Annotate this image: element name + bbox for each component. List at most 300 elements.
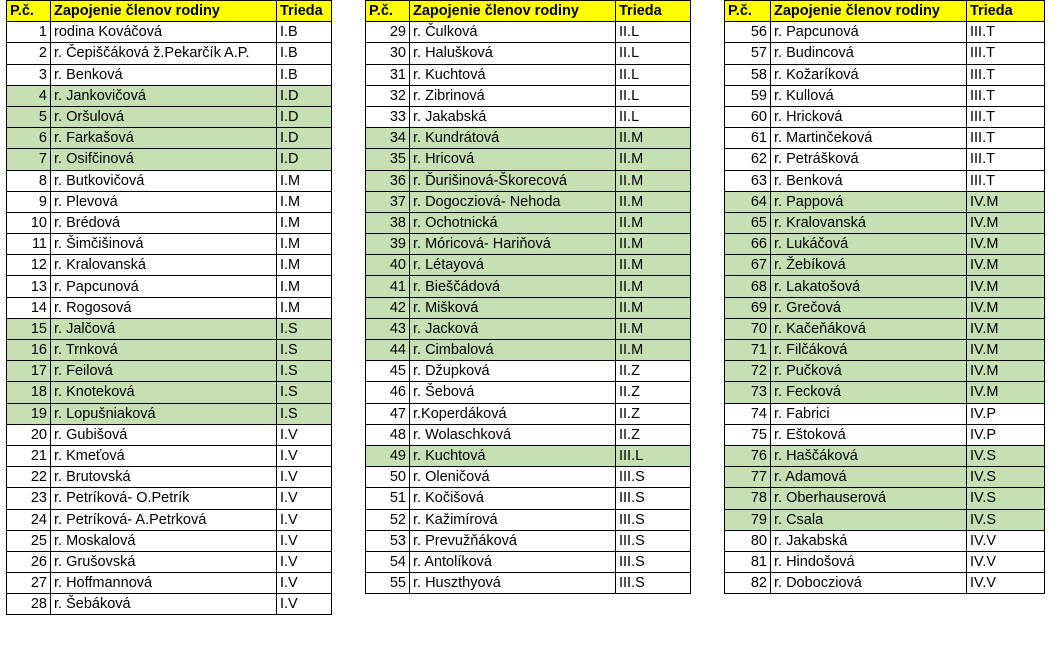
class-cell: I.M [277, 170, 332, 191]
table-row [7, 255, 332, 276]
table-row [366, 191, 691, 212]
row-number: 72 [725, 361, 771, 382]
class-cell: IV.M [967, 212, 1045, 233]
table-row [7, 361, 332, 382]
row-number: 61 [725, 128, 771, 149]
table-row [7, 594, 332, 615]
member-name: r. Martinčeková [771, 128, 967, 149]
member-name: r. Jakabská [771, 530, 967, 551]
table-row [725, 85, 1045, 106]
member-name: r. Wolaschková [410, 424, 616, 445]
header-name: Zapojenie členov rodiny [410, 1, 616, 22]
row-number: 76 [725, 445, 771, 466]
table-row [725, 212, 1045, 233]
row-number: 38 [366, 212, 410, 233]
row-number: 73 [725, 382, 771, 403]
class-cell: II.M [616, 255, 691, 276]
member-name: r. Rogosová [51, 297, 277, 318]
row-number: 13 [7, 276, 51, 297]
class-cell: IV.M [967, 340, 1045, 361]
class-cell: III.T [967, 170, 1045, 191]
class-cell: III.S [616, 509, 691, 530]
row-number: 78 [725, 488, 771, 509]
member-name: r. Feilová [51, 361, 277, 382]
row-number: 44 [366, 340, 410, 361]
class-cell: I.D [277, 149, 332, 170]
member-name: r. Kačeňáková [771, 318, 967, 339]
class-cell: II.Z [616, 403, 691, 424]
member-name: r. Petríková- O.Petrík [51, 488, 277, 509]
table-row [366, 85, 691, 106]
row-number: 22 [7, 467, 51, 488]
row-number: 30 [366, 43, 410, 64]
class-cell: I.M [277, 212, 332, 233]
class-cell: III.T [967, 64, 1045, 85]
member-name: r. Ďurišinová-Škorecová [410, 170, 616, 191]
member-name: r. Kuchtová [410, 445, 616, 466]
table-row [7, 573, 332, 594]
class-cell: I.D [277, 85, 332, 106]
member-name: r. Eštoková [771, 424, 967, 445]
member-name: r. Grušovská [51, 551, 277, 572]
table-row [7, 276, 332, 297]
member-name: r.Koperdáková [410, 403, 616, 424]
row-number: 29 [366, 22, 410, 43]
table-row [366, 509, 691, 530]
row-number: 12 [7, 255, 51, 276]
table-row [7, 467, 332, 488]
member-name: r. Brédová [51, 212, 277, 233]
row-number: 51 [366, 488, 410, 509]
header-row [725, 1, 1045, 22]
row-number: 34 [366, 128, 410, 149]
header-name: Zapojenie členov rodiny [51, 1, 277, 22]
row-number: 46 [366, 382, 410, 403]
row-number: 54 [366, 551, 410, 572]
class-cell: IV.V [967, 551, 1045, 572]
row-number: 82 [725, 573, 771, 594]
table-row [725, 530, 1045, 551]
row-number: 23 [7, 488, 51, 509]
class-cell: IV.M [967, 382, 1045, 403]
table-row [366, 361, 691, 382]
member-name: r. Butkovičová [51, 170, 277, 191]
table-row [725, 424, 1045, 445]
row-number: 60 [725, 106, 771, 127]
table-row [366, 488, 691, 509]
row-number: 45 [366, 361, 410, 382]
member-name: r. Petrášková [771, 149, 967, 170]
table-row [725, 234, 1045, 255]
member-name: r. Csala [771, 509, 967, 530]
row-number: 19 [7, 403, 51, 424]
row-number: 3 [7, 64, 51, 85]
member-name: r. Kažimírová [410, 509, 616, 530]
class-cell: II.M [616, 234, 691, 255]
table-row [366, 106, 691, 127]
table-row [725, 403, 1045, 424]
class-cell: II.M [616, 170, 691, 191]
class-cell: I.V [277, 573, 332, 594]
row-number: 15 [7, 318, 51, 339]
member-name: r. Kralovanská [771, 212, 967, 233]
member-name: r. Jacková [410, 318, 616, 339]
header-trieda: Trieda [277, 1, 332, 22]
row-number: 47 [366, 403, 410, 424]
class-cell: III.T [967, 128, 1045, 149]
table-row [366, 340, 691, 361]
class-cell: III.T [967, 22, 1045, 43]
class-cell: I.D [277, 106, 332, 127]
class-cell: I.V [277, 530, 332, 551]
member-name: r. Fecková [771, 382, 967, 403]
table-row [366, 43, 691, 64]
row-number: 5 [7, 106, 51, 127]
member-name: r. Petríková- A.Petrková [51, 509, 277, 530]
class-cell: III.L [616, 445, 691, 466]
table-row [366, 170, 691, 191]
member-name: r. Brutovská [51, 467, 277, 488]
table-row [725, 340, 1045, 361]
row-number: 64 [725, 191, 771, 212]
class-cell: II.M [616, 340, 691, 361]
member-name: rodina Kováčová [51, 22, 277, 43]
row-number: 6 [7, 128, 51, 149]
row-number: 50 [366, 467, 410, 488]
table-row [725, 106, 1045, 127]
member-name: r. Bieščádová [410, 276, 616, 297]
member-name: r. Lakatošová [771, 276, 967, 297]
row-number: 27 [7, 573, 51, 594]
class-cell: I.M [277, 255, 332, 276]
table-row [725, 297, 1045, 318]
table-row [725, 361, 1045, 382]
row-number: 53 [366, 530, 410, 551]
member-name: r. Adamová [771, 467, 967, 488]
class-cell: IV.S [967, 509, 1045, 530]
row-number: 49 [366, 445, 410, 466]
class-cell: I.V [277, 488, 332, 509]
class-cell: II.L [616, 22, 691, 43]
class-cell: III.T [967, 149, 1045, 170]
member-name: r. Fabrici [771, 403, 967, 424]
row-number: 80 [725, 530, 771, 551]
member-name: r. Čepiščáková ž.Pekarčík A.P. [51, 43, 277, 64]
table-row [366, 467, 691, 488]
row-number: 24 [7, 509, 51, 530]
table-row [366, 382, 691, 403]
member-name: r. Oleničová [410, 467, 616, 488]
table-row [366, 530, 691, 551]
table-row [725, 551, 1045, 572]
class-cell: I.V [277, 467, 332, 488]
row-number: 37 [366, 191, 410, 212]
row-number: 70 [725, 318, 771, 339]
row-number: 57 [725, 43, 771, 64]
row-number: 7 [7, 149, 51, 170]
row-number: 11 [7, 234, 51, 255]
class-cell: II.L [616, 106, 691, 127]
table-row [7, 128, 332, 149]
class-cell: I.B [277, 64, 332, 85]
row-number: 35 [366, 149, 410, 170]
row-number: 10 [7, 212, 51, 233]
member-name: r. Šimčišinová [51, 234, 277, 255]
member-name: r. Létayová [410, 255, 616, 276]
class-cell: II.L [616, 43, 691, 64]
class-cell: III.T [967, 106, 1045, 127]
member-name: r. Zibrinová [410, 85, 616, 106]
member-name: r. Pučková [771, 361, 967, 382]
table-row [725, 318, 1045, 339]
table-row [366, 128, 691, 149]
row-number: 55 [366, 573, 410, 594]
table-row [725, 382, 1045, 403]
table-row [366, 445, 691, 466]
row-number: 39 [366, 234, 410, 255]
row-number: 1 [7, 22, 51, 43]
class-cell: I.M [277, 276, 332, 297]
table-row [366, 297, 691, 318]
row-number: 42 [366, 297, 410, 318]
member-name: r. Osifčinová [51, 149, 277, 170]
class-cell: IV.P [967, 403, 1045, 424]
row-number: 20 [7, 424, 51, 445]
table-row [725, 255, 1045, 276]
class-cell: II.M [616, 191, 691, 212]
member-name: r. Benková [771, 170, 967, 191]
member-name: r. Grečová [771, 297, 967, 318]
row-number: 2 [7, 43, 51, 64]
table-row [725, 573, 1045, 594]
table-row [725, 276, 1045, 297]
row-number: 4 [7, 85, 51, 106]
header-pc: P.č. [366, 1, 410, 22]
row-number: 33 [366, 106, 410, 127]
member-name: r. Kullová [771, 85, 967, 106]
member-name: r. Kožaríková [771, 64, 967, 85]
table-row [7, 318, 332, 339]
class-cell: I.B [277, 22, 332, 43]
member-name: r. Papcunová [771, 22, 967, 43]
class-cell: IV.M [967, 255, 1045, 276]
table-row [7, 234, 332, 255]
class-cell: I.S [277, 382, 332, 403]
class-cell: II.Z [616, 382, 691, 403]
row-number: 75 [725, 424, 771, 445]
row-number: 62 [725, 149, 771, 170]
table-row [7, 551, 332, 572]
class-cell: II.M [616, 128, 691, 149]
row-number: 14 [7, 297, 51, 318]
class-cell: II.M [616, 318, 691, 339]
table-row [366, 64, 691, 85]
member-name: r. Šebáková [51, 594, 277, 615]
member-name: r. Farkašová [51, 128, 277, 149]
table-row [366, 234, 691, 255]
table-row [366, 22, 691, 43]
member-name: r. Jalčová [51, 318, 277, 339]
class-cell: IV.S [967, 445, 1045, 466]
member-name: r. Antolíková [410, 551, 616, 572]
member-name: r. Trnková [51, 340, 277, 361]
class-cell: IV.M [967, 361, 1045, 382]
table-row [7, 22, 332, 43]
header-row [7, 1, 332, 22]
table-row [366, 424, 691, 445]
row-number: 79 [725, 509, 771, 530]
member-name: r. Plevová [51, 191, 277, 212]
member-name: r. Benková [51, 64, 277, 85]
row-number: 65 [725, 212, 771, 233]
class-cell: I.S [277, 318, 332, 339]
member-name: r. Huszthyová [410, 573, 616, 594]
class-cell: III.S [616, 530, 691, 551]
table-row [7, 170, 332, 191]
class-cell: I.M [277, 234, 332, 255]
table-row [725, 191, 1045, 212]
member-name: r. Kočišová [410, 488, 616, 509]
row-number: 67 [725, 255, 771, 276]
row-number: 36 [366, 170, 410, 191]
row-number: 63 [725, 170, 771, 191]
class-cell: I.S [277, 403, 332, 424]
header-name: Zapojenie členov rodiny [771, 1, 967, 22]
class-cell: I.V [277, 551, 332, 572]
class-cell: III.T [967, 43, 1045, 64]
family-table-2 [365, 0, 691, 594]
class-cell: II.M [616, 149, 691, 170]
table-row [7, 340, 332, 361]
row-number: 40 [366, 255, 410, 276]
class-cell: IV.S [967, 467, 1045, 488]
class-cell: I.V [277, 594, 332, 615]
class-cell: III.S [616, 573, 691, 594]
member-name: r. Kmeťová [51, 445, 277, 466]
class-cell: IV.M [967, 318, 1045, 339]
class-cell: IV.S [967, 488, 1045, 509]
row-number: 69 [725, 297, 771, 318]
row-number: 26 [7, 551, 51, 572]
row-number: 21 [7, 445, 51, 466]
table-row [725, 488, 1045, 509]
class-cell: II.Z [616, 424, 691, 445]
table-row [725, 43, 1045, 64]
member-name: r. Prevužňáková [410, 530, 616, 551]
class-cell: II.L [616, 85, 691, 106]
member-name: r. Čulková [410, 22, 616, 43]
class-cell: III.S [616, 488, 691, 509]
class-cell: IV.V [967, 530, 1045, 551]
member-name: r. Cimbalová [410, 340, 616, 361]
row-number: 77 [725, 467, 771, 488]
table-row [366, 149, 691, 170]
table-row [366, 573, 691, 594]
table-row [366, 212, 691, 233]
table-row [7, 530, 332, 551]
table-row [366, 276, 691, 297]
class-cell: II.L [616, 64, 691, 85]
class-cell: I.M [277, 297, 332, 318]
table-row [725, 22, 1045, 43]
table-row [7, 106, 332, 127]
member-name: r. Džupková [410, 361, 616, 382]
class-cell: I.M [277, 191, 332, 212]
member-name: r. Jakabská [410, 106, 616, 127]
member-name: r. Lopušniaková [51, 403, 277, 424]
row-number: 71 [725, 340, 771, 361]
header-row [366, 1, 691, 22]
class-cell: II.Z [616, 361, 691, 382]
member-name: r. Žebíková [771, 255, 967, 276]
member-name: r. Móricová- Hariňová [410, 234, 616, 255]
class-cell: IV.M [967, 191, 1045, 212]
row-number: 74 [725, 403, 771, 424]
class-cell: I.V [277, 445, 332, 466]
member-name: r. Lukáčová [771, 234, 967, 255]
table-row [366, 403, 691, 424]
row-number: 31 [366, 64, 410, 85]
member-name: r. Dogocziová- Nehoda [410, 191, 616, 212]
row-number: 81 [725, 551, 771, 572]
row-number: 8 [7, 170, 51, 191]
table-row [725, 509, 1045, 530]
class-cell: II.M [616, 212, 691, 233]
row-number: 25 [7, 530, 51, 551]
table-row [366, 318, 691, 339]
member-name: r. Šebová [410, 382, 616, 403]
member-name: r. Jankovičová [51, 85, 277, 106]
table-row [366, 551, 691, 572]
table-row [725, 445, 1045, 466]
class-cell: I.V [277, 424, 332, 445]
member-name: r. Kuchtová [410, 64, 616, 85]
table-row [7, 403, 332, 424]
header-trieda: Trieda [967, 1, 1045, 22]
member-name: r. Hoffmannová [51, 573, 277, 594]
table-row [7, 297, 332, 318]
member-name: r. Oberhauserová [771, 488, 967, 509]
table-row [7, 382, 332, 403]
header-trieda: Trieda [616, 1, 691, 22]
member-name: r. Halušková [410, 43, 616, 64]
table-row [7, 212, 332, 233]
row-number: 59 [725, 85, 771, 106]
row-number: 32 [366, 85, 410, 106]
member-name: r. Dobocziová [771, 573, 967, 594]
class-cell: I.S [277, 361, 332, 382]
table-row [725, 467, 1045, 488]
row-number: 16 [7, 340, 51, 361]
row-number: 56 [725, 22, 771, 43]
class-cell: I.B [277, 43, 332, 64]
class-cell: I.S [277, 340, 332, 361]
row-number: 17 [7, 361, 51, 382]
header-pc: P.č. [725, 1, 771, 22]
class-cell: IV.M [967, 276, 1045, 297]
class-cell: I.V [277, 509, 332, 530]
table-row [7, 43, 332, 64]
row-number: 68 [725, 276, 771, 297]
table-row [7, 149, 332, 170]
class-cell: IV.M [967, 297, 1045, 318]
member-name: r. Ochotnická [410, 212, 616, 233]
member-name: r. Gubišová [51, 424, 277, 445]
row-number: 9 [7, 191, 51, 212]
member-name: r. Knoteková [51, 382, 277, 403]
class-cell: III.T [967, 85, 1045, 106]
row-number: 66 [725, 234, 771, 255]
